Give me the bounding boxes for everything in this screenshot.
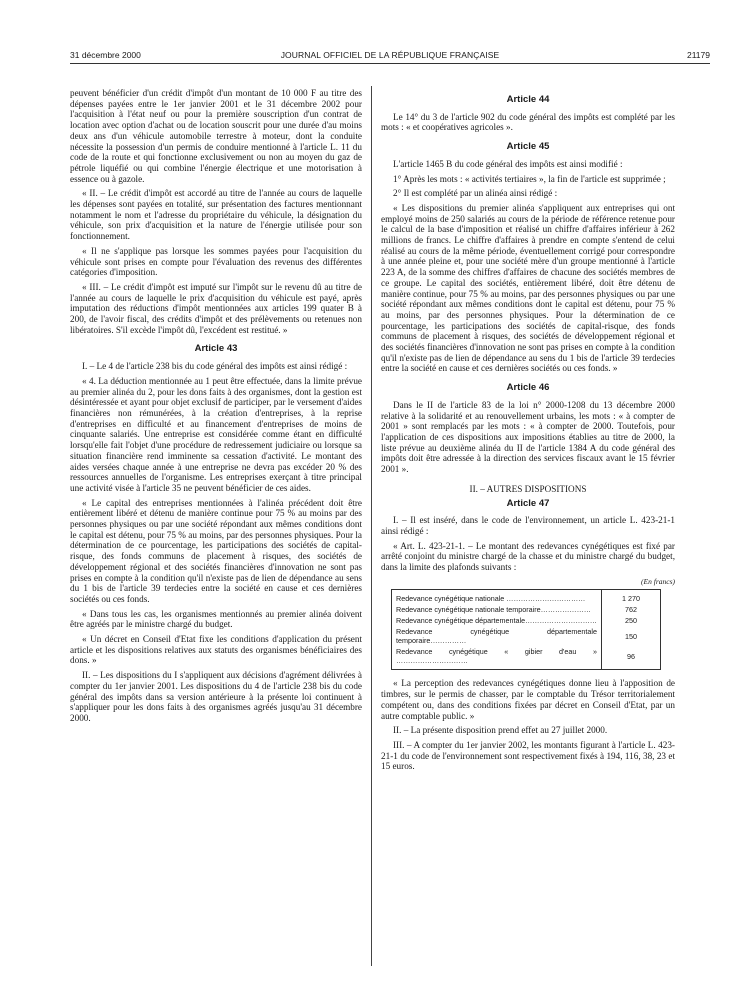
table-unit-note: (En francs) <box>641 576 675 586</box>
paragraph: I. – Le 4 de l'article 238 bis du code général des impôts est ainsi rédigé : <box>82 361 348 372</box>
header-journal-title: JOURNAL OFFICIEL DE LA RÉPUBLIQUE FRANÇAISE <box>280 50 500 60</box>
paragraph: L'article 1465 B du code général des impôts est ainsi modifié : <box>393 158 623 169</box>
fee-label: Redevance cynégétique départementale temporaire…………… <box>392 626 602 646</box>
article-heading: Article 45 <box>506 141 550 153</box>
right-column <box>381 95 675 776</box>
fee-value: 150 <box>625 631 637 641</box>
paragraph: II. – La présente disposition prend effet au 27 juillet 2000. <box>393 725 608 736</box>
paragraph: Dans le II de l'article 83 de la loi n° 2000-1208 du 13 décembre 2000 relative à la solidarité et au renouvellement urbains, les mots : « à compter de 2001 » sont remplacés par les mots : « à compter de 2000. Toutefois, pour l'application de ces dispositions aux impositions établies au titre de 2000, la liste prévue au deuxième alinéa du II de l'article 1384 A du code général des impôts doit être adressée à la direction des services fiscaux avant le 15 février 2001 ». <box>381 399 675 475</box>
paragraph: « III. – Le crédit d'impôt est imputé sur l'impôt sur le revenu dû au titre de l'année au cours de laquelle le prix d'acquisition du véhicule est payé, après imputation des réductions d'impôt mentionnées aux articles 199 quater B à 200, de l'avoir fiscal, des crédits d'impôt et des prélèvements ou retenues non libératoires. S'il excède l'impôt dû, l'excédent est restitué. » <box>70 281 362 335</box>
fee-value: 250 <box>625 616 637 626</box>
paragraph: « Les dispositions du premier alinéa s'appliquent aux entreprises qui ont employé moins de 250 salariés au cours de la période de référence retenue pour le calcul de la base d'imposition et réalisé un chiffre d'affaires inférieur à 262 millions de francs. Le chiffre d'affaires à prendre en compte s'entend de celui réalisé au cours de la même période, éventuellement corrigé pour correspondre à une année pleine et, pour une société mère d'un groupe mentionné à l'article 223 A, de la somme des chiffres d'affaires de chacune des sociétés membres de ce groupe. Le capital des sociétés, entièrement libéré, doit être détenu de manière continue, pour 75 % au moins, par des personnes physiques ou par une société répondant aux mêmes conditions dont le capital est détenu, pour 75 % au moins, par des personnes physiques. Pour la détermination de ce pourcentage, les participations des sociétés de capital-risque, des fonds communs de placement à risques, des sociétés de développement régional et des sociétés financières d'innovation ne sont pas prises en compte à la condition qu'il n'existe pas de lien de dépendance au sens du 1 bis de l'article 39 terdecies entre la société en cause et ces dernières sociétés ou ces fonds. » <box>381 202 675 374</box>
article-heading: Article 43 <box>194 343 238 355</box>
paragraph: III. – A compter du 1er janvier 2002, les montants figurant à l'article L. 423-21-1 du code de l'environnement sont respectivement fixés à 194, 116, 38, 23 et 15 euros. <box>381 739 675 772</box>
section-heading: II. – AUTRES DISPOSITIONS <box>469 483 587 494</box>
fee-label: Redevance cynégétique nationale temporaire………………… <box>392 604 602 615</box>
fee-label: Redevance cynégétique départementale………………………… <box>392 615 602 626</box>
fees-table <box>391 589 661 670</box>
fee-label: Redevance cynégétique nationale …………………………… <box>392 590 602 605</box>
table-row <box>392 590 661 605</box>
paragraph: 1° Après les mots : « activités tertiaires », la fin de l'article est supprimée ; <box>393 173 666 184</box>
paragraph: 2° Il est complété par un alinéa ainsi rédigé : <box>393 188 558 199</box>
page-header <box>70 50 710 64</box>
article-heading: Article 46 <box>506 382 550 394</box>
paragraph: peuvent bénéficier d'un crédit d'impôt d'un montant de 10 000 F au titre des dépenses payées entre le 1er janvier 2001 et le 31 décembre 2002 pour l'acquisition à l'état neuf ou pour la première souscription d'un contrat de location avec option d'achat ou de location souscrit pour une durée d'au moins deux ans d'un véhicule automobile terrestre à moteur, dont la conduite nécessite la possession d'un permis de conduire mentionné à l'article L. 11 du code de la route et qui fonctionne exclusivement ou non au moyen du gaz de pétrole liquéfié ou qui combine l'énergie électrique et une motorisation à essence ou à gazole. <box>70 88 362 184</box>
article-heading: Article 47 <box>506 497 550 509</box>
header-date: 31 décembre 2000 <box>70 50 141 60</box>
paragraph: « La perception des redevances cynégétiques donne lieu à l'apposition de timbres, sur le permis de chasser, par le comptable du Trésor territorialement compétent ou, dans des conditions fixées par décret en Conseil d'Etat, par un autre comptable public. » <box>381 678 675 721</box>
paragraph: I. – Il est inséré, dans le code de l'environnement, un article L. 423-21-1 ainsi rédigé : <box>381 515 675 536</box>
article-heading: Article 44 <box>506 94 550 105</box>
header-page-number: 21179 <box>686 50 710 60</box>
fee-value: 762 <box>625 605 637 615</box>
paragraph: « Art. L. 423-21-1. – Le montant des redevances cynégétiques est fixé par arrêté conjoint du ministre chargé de la chasse et du ministre chargé du budget, dans la limite des plafonds suivants : <box>381 540 675 573</box>
paragraph: « Un décret en Conseil d'Etat fixe les conditions d'application du présent article et les dispositions relatives aux statuts des organismes bénéficiaires des dons. » <box>70 634 362 666</box>
left-column <box>70 88 362 728</box>
paragraph: « Le capital des entreprises mentionnées à l'alinéa précédent doit être entièrement libéré et détenu de manière continue pour 75 % au moins par des personnes physiques ou par une société répondant aux mêmes conditions dont le capital est détenu, pour 75 % au moins, par des personnes physiques. Pour la détermination de ce pourcentage, les participations des sociétés de capital-risque, des fonds communs de placement à risques, des sociétés de développement régional et des sociétés financières d'innovation ne sont pas prises en compte à la condition qu'il n'existe pas de lien de dépendance au sens du 1 bis de l'article 39 terdecies entre la société en cause et ces dernières sociétés ou ces fonds. <box>70 497 362 604</box>
paragraph: II. – Les dispositions du I s'appliquent aux décisions d'agrément délivrées à compter du 1er janvier 2001. Les dispositions du 4 de l'article 238 bis du code général des impôts dans sa version antérieure à la présente loi continuent à s'appliquer pour les dons faits à des organismes agréés jusqu'au 31 décembre 2000. <box>70 670 362 723</box>
paragraph: « Dans tous les cas, les organismes mentionnés au premier alinéa doivent être agréés par le ministre chargé du budget. <box>70 608 362 630</box>
header-rule <box>70 63 710 64</box>
paragraph: Le 14° du 3 de l'article 902 du code général des impôts est complété par les mots : « et coopératives agricoles ». <box>381 111 675 133</box>
table-row <box>392 646 661 670</box>
column-separator <box>371 86 372 966</box>
table-row <box>392 615 661 626</box>
fee-label: Redevance cynégétique « gibier d'eau » ………………………… <box>392 646 602 670</box>
fee-value: 96 <box>627 651 635 661</box>
table-row <box>392 604 661 615</box>
table-row <box>392 626 661 646</box>
paragraph: « II. – Le crédit d'impôt est accordé au titre de l'année au cours de laquelle les dépenses sont payées en totalité, sur présentation des factures mentionnant notamment le nom et l'adresse du propriétaire du véhicule, la désignation du véhicule, son prix d'acquisition et la nature de l'énergie utilisée pour son fonctionnement. <box>70 188 362 242</box>
fee-value: 1 270 <box>622 594 640 604</box>
paragraph: « Il ne s'applique pas lorsque les sommes payées pour l'acquisition du véhicule sont prises en compte pour l'évaluation des revenus des différentes catégories d'imposition. <box>70 245 362 278</box>
paragraph: « 4. La déduction mentionnée au 1 peut être effectuée, dans la limite prévue au premier alinéa du 2, pour les dons faits à des organismes, dont la gestion est désintéressée et ayant pour objet exclusif de participer, par le versement d'aides financières non rémunérées, à la création d'entreprises, à la reprise d'entreprises en difficulté et au financement d'entreprises de moins de cinquante salariés. Une entreprise est considérée comme étant en difficulté lorsqu'elle fait l'objet d'une procédure de redressement judiciaire ou lorsque sa situation financière rend imminente sa cessation d'activité. Le montant des aides versées chaque année à une entreprise ne devra pas excéder 20 % des ressources annuelles de l'organisme. Les entreprises exerçant à titre principal une activité visée à l'article 35 ne peuvent bénéficier de ces aides. <box>70 375 362 493</box>
